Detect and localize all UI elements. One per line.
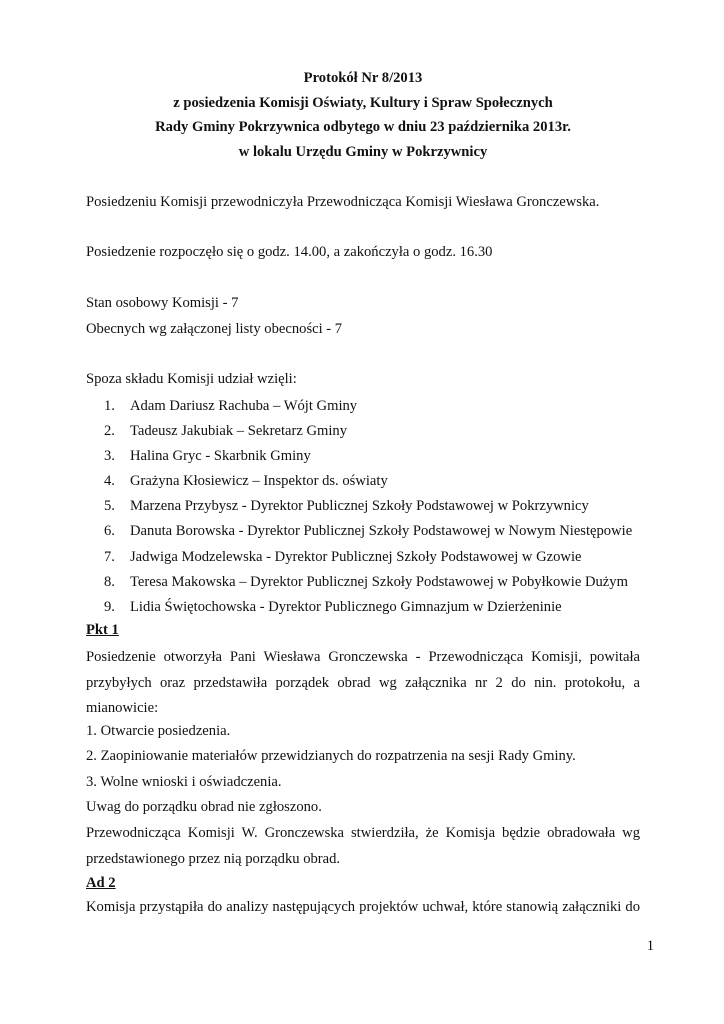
list-item-text: Teresa Makowska – Dyrektor Publicznej Szkoły Podstawowej w Pobyłkowie Dużym bbox=[130, 573, 628, 590]
guest-list bbox=[86, 394, 632, 620]
document-title: Protokół Nr 8/2013 bbox=[303, 70, 423, 86]
list-item-number: 9. bbox=[104, 598, 115, 615]
list-item-number: 5. bbox=[104, 498, 115, 515]
list-item bbox=[86, 394, 632, 419]
list-item-text: Adam Dariusz Rachuba – Wójt Gminy bbox=[130, 398, 358, 414]
list-item-number: 8. bbox=[104, 573, 115, 590]
list-item-text: Grażyna Kłosiewicz – Inspektor ds. oświaty bbox=[130, 473, 388, 490]
list-item-number: 3. bbox=[104, 448, 115, 465]
list-item bbox=[86, 595, 632, 620]
document-subtitle-3: w lokalu Urzędu Gminy w Pokrzywnicy bbox=[238, 143, 488, 160]
headcount-line: Stan osobowy Komisji - 7 bbox=[86, 295, 239, 311]
list-item bbox=[86, 494, 632, 519]
document-subtitle-2: Rady Gminy Pokrzywnica odbytego w dniu 23 października 2013r. bbox=[155, 119, 571, 135]
agenda-item-2: 2. Zaopiniowanie materiałów przewidzianych do rozpatrzenia na sesji Rady Gminy. bbox=[86, 748, 576, 764]
chair-statement-paragraph: Przewodnicząca Komisji W. Gronczewska stwierdziła, że Komisja będzie obradowała wg przedstawionego przez nią porządku obrad. bbox=[86, 825, 640, 867]
list-item-number: 1. bbox=[104, 398, 115, 414]
chair-paragraph: Posiedzeniu Komisji przewodniczyła Przewodnicząca Komisji Wiesława Gronczewska. bbox=[86, 194, 600, 210]
list-item-text: Jadwiga Modzelewska - Dyrektor Publicznej Szkoły Podstawowej w Gzowie bbox=[130, 548, 582, 565]
list-item-text: Tadeusz Jakubiak – Sekretarz Gminy bbox=[130, 423, 348, 440]
document-header bbox=[86, 66, 640, 164]
no-remarks-line: Uwag do porządku obrad nie zgłoszono. bbox=[86, 799, 322, 815]
list-item-number: 7. bbox=[104, 548, 115, 565]
guests-intro: Spoza składu Komisji udział wzięli: bbox=[86, 371, 297, 387]
list-item bbox=[86, 419, 632, 444]
list-item-number: 6. bbox=[104, 523, 115, 540]
list-item-text: Danuta Borowska - Dyrektor Publicznej Szkoły Podstawowej w Nowym Niestępowie bbox=[130, 523, 633, 540]
ad2-paragraph: Komisja przystąpiła do analizy następujących projektów uchwał, które stanowią załączniki do bbox=[86, 899, 640, 915]
list-item bbox=[86, 469, 632, 494]
document-subtitle-1: z posiedzenia Komisji Oświaty, Kultury i Spraw Społecznych bbox=[173, 94, 553, 111]
list-item bbox=[86, 519, 632, 544]
pkt1-paragraph: Posiedzenie otworzyła Pani Wiesława Gronczewska - Przewodnicząca Komisji, powitała przybyłych oraz przedstawiła porządek obrad wg załącznika nr 2 do nin. protokołu, a mianowicie: bbox=[86, 649, 640, 716]
page-number: 1 bbox=[646, 938, 654, 954]
list-item-text: Marzena Przybysz - Dyrektor Publicznej Szkoły Podstawowej w Pokrzywnicy bbox=[130, 498, 589, 515]
list-item-text: Lidia Świętochowska - Dyrektor Publicznego Gimnazjum w Dzierżeninie bbox=[130, 598, 562, 615]
agenda-item-3: 3. Wolne wnioski i oświadczenia. bbox=[86, 774, 282, 790]
list-item bbox=[86, 444, 632, 469]
list-item-text: Halina Gryc - Skarbnik Gminy bbox=[130, 448, 311, 465]
present-line: Obecnych wg załączonej listy obecności - 7 bbox=[86, 321, 343, 337]
list-item bbox=[86, 545, 632, 570]
list-item-number: 2. bbox=[104, 423, 115, 440]
agenda-item-1: 1. Otwarcie posiedzenia. bbox=[86, 723, 231, 739]
time-paragraph: Posiedzenie rozpoczęło się o godz. 14.00, a zakończyła o godz. 16.30 bbox=[86, 244, 493, 260]
list-item-number: 4. bbox=[104, 473, 115, 490]
section-heading-ad2: Ad 2 bbox=[86, 875, 116, 891]
list-item bbox=[86, 570, 632, 595]
section-heading-pkt1: Pkt 1 bbox=[86, 622, 119, 638]
